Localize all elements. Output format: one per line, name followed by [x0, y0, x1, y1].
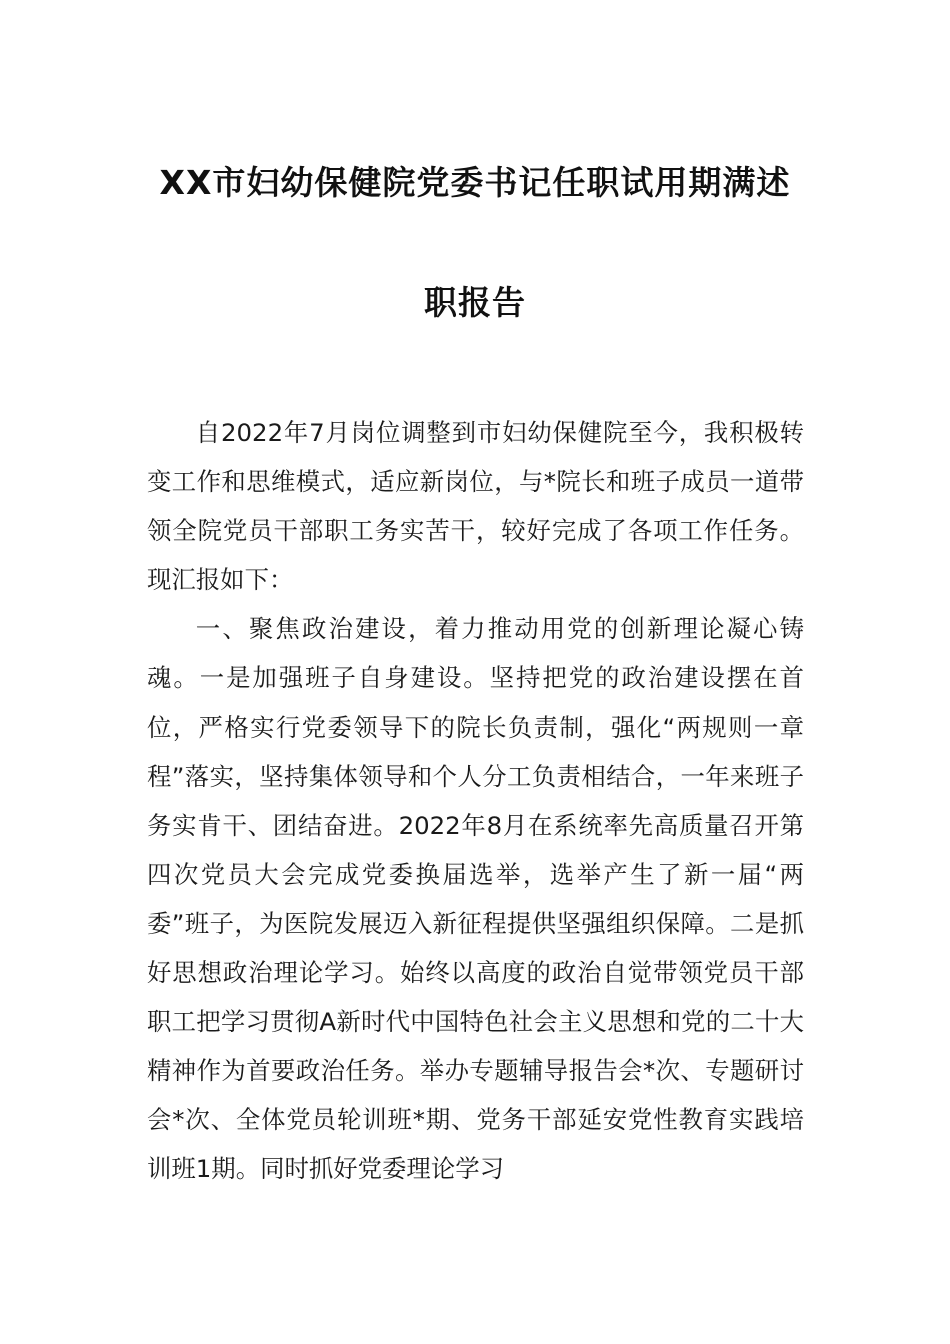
- document-title-line-1: XX市妇幼保健院党委书记任职试用期满述: [159, 163, 791, 202]
- document-body: [147, 408, 804, 1194]
- document-title-line-2: 职报告: [424, 283, 526, 322]
- paragraph-intro: 自2022年7月岗位调整到市妇幼保健院至今，我积极转变工作和思维模式，适应新岗位，与*院长和班子成员一道带领全院党员干部职工务实苦干，较好完成了各项工作任务。现汇报如下：: [147, 418, 804, 595]
- paragraph-section-1: 一、聚焦政治建设，着力推动用党的创新理论凝心铸魂。一是加强班子自身建设。坚持把党的政治建设摆在首位，严格实行党委领导下的院长负责制，强化“两规则一章程”落实，坚持集体领导和个人分工负责相结合，一年来班子务实肯干、团结奋进。2022年8月在系统率先高质量召开第四次党员大会完成党委换届选举，选举产生了新一届“两委”班子，为医院发展迈入新征程提供坚强组织保障。二是抓好思想政治理论学习。始终以高度的政治自觉带领党员干部职工把学习贯彻A新时代中国特色社会主义思想和党的二十大精神作为首要政治任务。举办专题辅导报告会*次、专题研讨会*次、全体党员轮训班*期、党务干部延安党性教育实践培训班1期。同时抓好党委理论学习: [147, 614, 804, 1184]
